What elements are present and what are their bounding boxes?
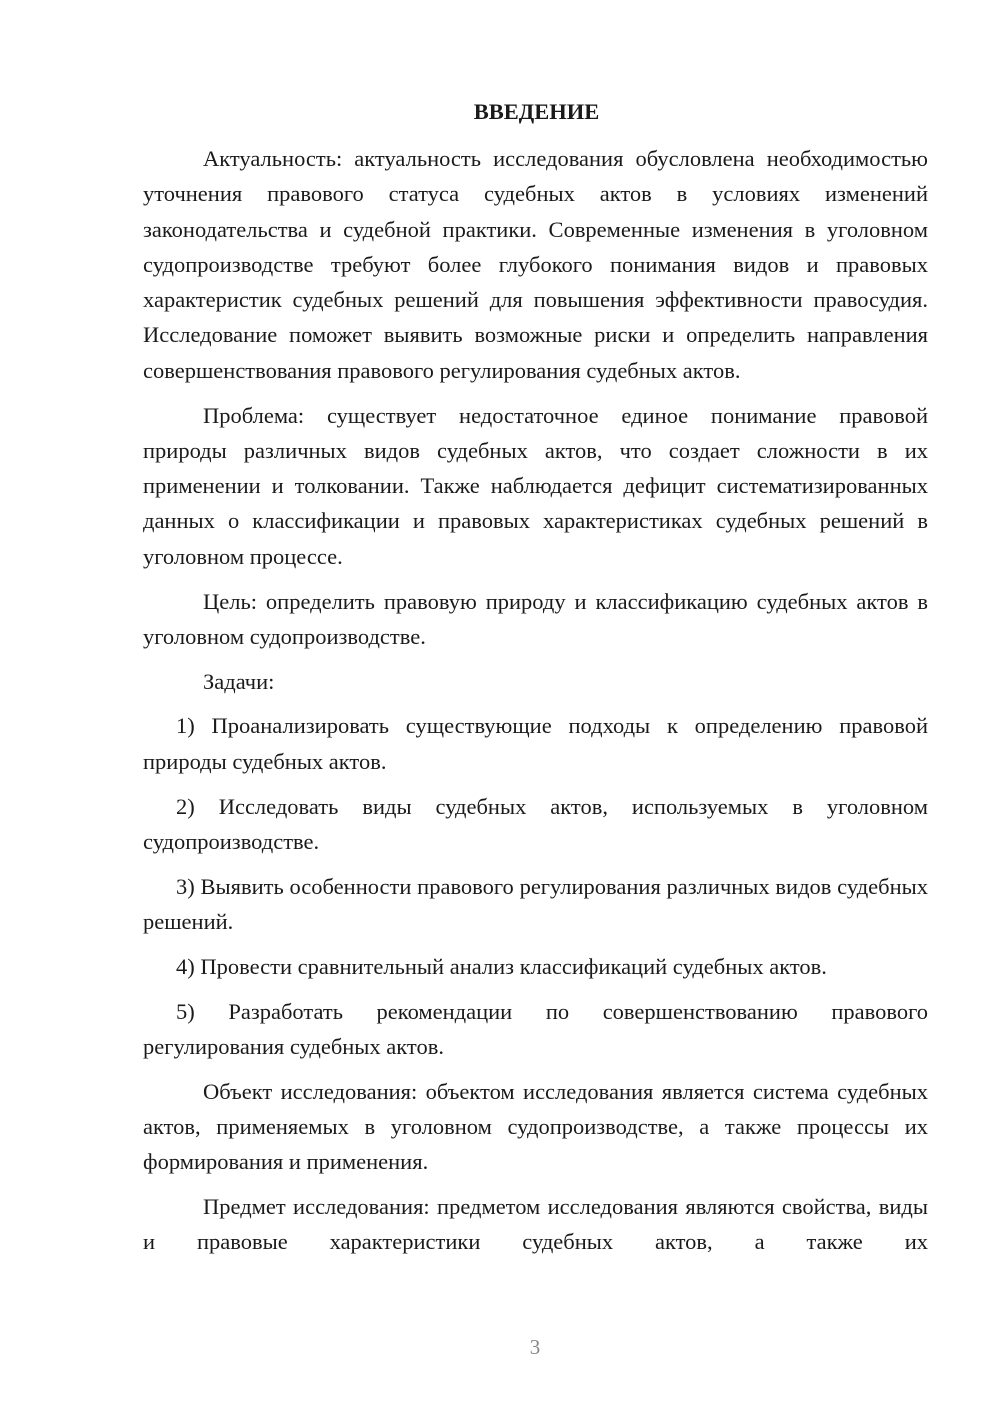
- task-item-5: 5) Разработать рекомендации по совершенствованию правового регулирования судебных актов.: [143, 998, 928, 1059]
- paragraph-relevance: Актуальность: актуальность исследования обусловлена необходимостью уточнения правового статуса судебных актов в условиях изменений законодательства и судебной практики. Современные изменения в уголовном судопроизводстве требуют более глубокого понимания видов и правовых характеристик судебных решений для повышения эффективности правосудия. Исследование поможет выявить возможные риски и определить направления совершенствования правового регулирования судебных актов.: [143, 146, 928, 383]
- document-body: [143, 94, 928, 1260]
- task-item-2: 2) Исследовать виды судебных актов, используемых в уголовном судопроизводстве.: [143, 793, 928, 854]
- paragraph-tasks-heading: Задачи:: [203, 668, 275, 694]
- paragraph-object: Объект исследования: объектом исследования является система судебных актов, применяемых в уголовном судопроизводстве, а также процессы их формирования и применения.: [143, 1078, 928, 1175]
- task-item-4: 4) Провести сравнительный анализ классификаций судебных актов.: [176, 953, 827, 979]
- paragraph-problem: Проблема: существует недостаточное единое понимание правовой природы различных видов судебных актов, что создает сложности в их применении и толковании. Также наблюдается дефицит систематизированных данных о классификации и правовых характеристиках судебных решений в уголовном процессе.: [143, 402, 928, 569]
- paragraph-subject: Предмет исследования: предметом исследования являются свойства, виды и правовые характеристики судебных актов, а также их: [143, 1194, 928, 1255]
- task-item-1: 1) Проанализировать существующие подходы к определению правовой природы судебных актов.: [143, 713, 928, 774]
- section-title: ВВЕДЕНИЕ: [473, 99, 600, 124]
- task-item-3: 3) Выявить особенности правового регулирования различных видов судебных решений.: [143, 873, 928, 934]
- page-number: 3: [529, 1335, 541, 1359]
- paragraph-goal: Цель: определить правовую природу и классификацию судебных актов в уголовном судопроизводстве.: [143, 588, 928, 649]
